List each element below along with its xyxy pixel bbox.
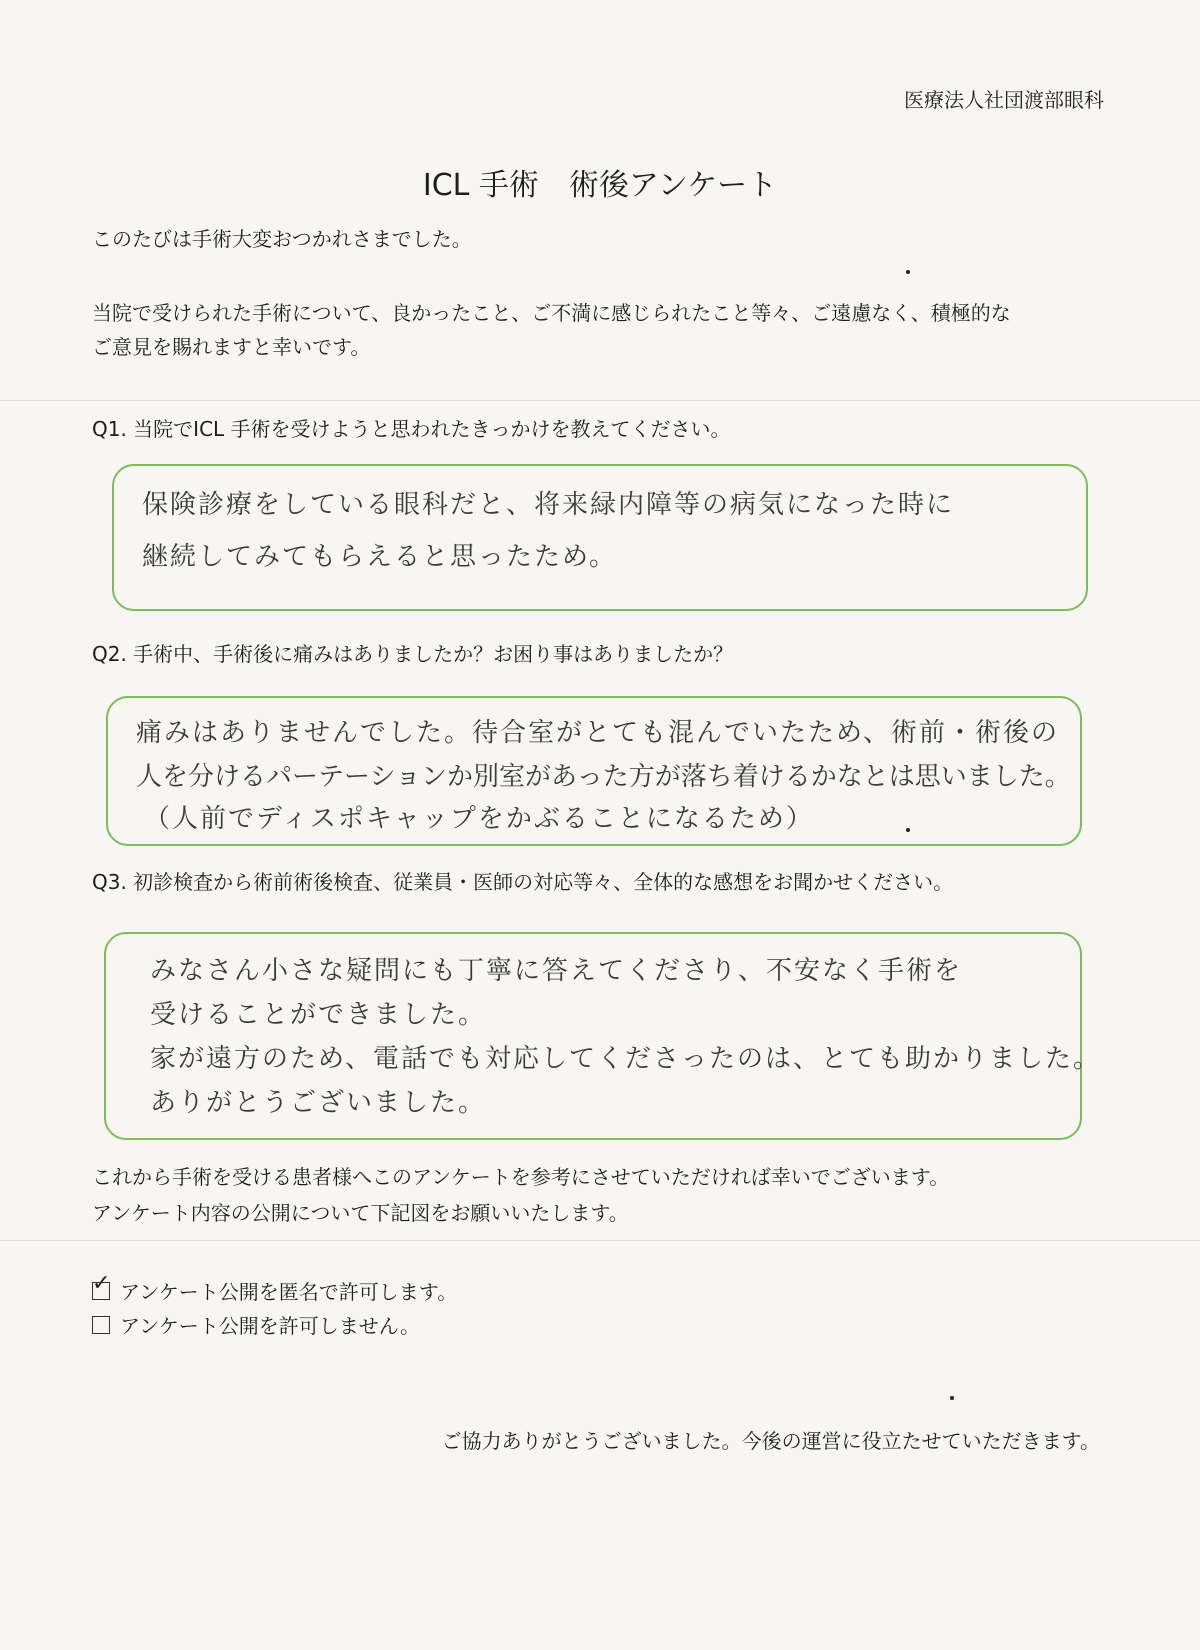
answer-2-line1: 痛みはありませんでした。待合室がとても混んでいたため、術前・術後の (136, 718, 1059, 748)
question-2-label: Q2. 手術中、手術後に痛みはありましたか？お困り事はありましたか？ (92, 642, 734, 666)
answer-1-line2: 継続してみてもらえると思ったため。 (142, 542, 617, 572)
paper-fold (0, 400, 1200, 401)
question-1-label: Q1. 当院でICL 手術を受けようと思われたきっかけを教えてください。 (92, 417, 731, 441)
speck (950, 1396, 954, 1400)
clinic-name: 医療法人社団渡部眼科 (904, 88, 1104, 112)
option-anonymous-allow[interactable] (92, 1270, 458, 1305)
checkbox-checked[interactable] (92, 1270, 111, 1300)
page-title: ICL 手術 術後アンケート (422, 168, 778, 203)
option-disallow[interactable] (92, 1310, 420, 1339)
answer-3-box (104, 932, 1101, 1140)
thanks-text: ご協力ありがとうございました。今後の運営に役立たせていただきます。 (441, 1429, 1100, 1453)
option-anonymous-allow-label: アンケート公開を匿名で許可します。 (120, 1280, 458, 1304)
intro-text-line1: 当院で受けられた手術について、良かったこと、ご不満に感じられたこと等々、ご遠慮なく、積極的な (92, 301, 1011, 325)
answer-1-box (112, 464, 1088, 611)
checkbox-unchecked[interactable] (92, 1316, 110, 1334)
answer-3-line3: 家が遠方のため、電話でも対応してくださったのは、とても助かりました。 (150, 1044, 1101, 1074)
answer-2-line3: （人前でディスポキャップをかぶることになるため） (144, 804, 814, 834)
speck (906, 270, 910, 274)
greeting-text: このたびは手術大変おつかれさまでした。 (92, 227, 472, 251)
answer-1-line1: 保険診療をしている眼科だと、将来緑内障等の病気になった時に (142, 490, 955, 520)
answer-3-line4: ありがとうございました。 (150, 1088, 487, 1118)
check-icon: ✓ (92, 1270, 111, 1296)
closing-text-line1: これから手術を受ける患者様へこのアンケートを参考にさせていただければ幸いでございます。 (92, 1165, 950, 1189)
answer-2-box (106, 696, 1082, 846)
answer-2-line2: 人を分けるパーテーションか別室があった方が落ち着けるかなとは思いました。 (136, 762, 1071, 792)
answer-3-line2: 受けることができました。 (150, 1000, 487, 1030)
closing-text-line2: アンケート内容の公開について下記図をお願いいたします。 (92, 1201, 629, 1225)
answer-3-line1: みなさん小さな疑問にも丁寧に答えてくださり、不安なく手術を (150, 956, 963, 986)
option-disallow-label: アンケート公開を許可しません。 (120, 1314, 420, 1338)
paper-fold (0, 1240, 1200, 1241)
intro-text-line2: ご意見を賜れますと幸いです。 (92, 335, 371, 359)
question-3-label: Q3. 初診検査から術前術後検査、従業員・医師の対応等々、全体的な感想をお聞かせください。 (92, 870, 954, 894)
